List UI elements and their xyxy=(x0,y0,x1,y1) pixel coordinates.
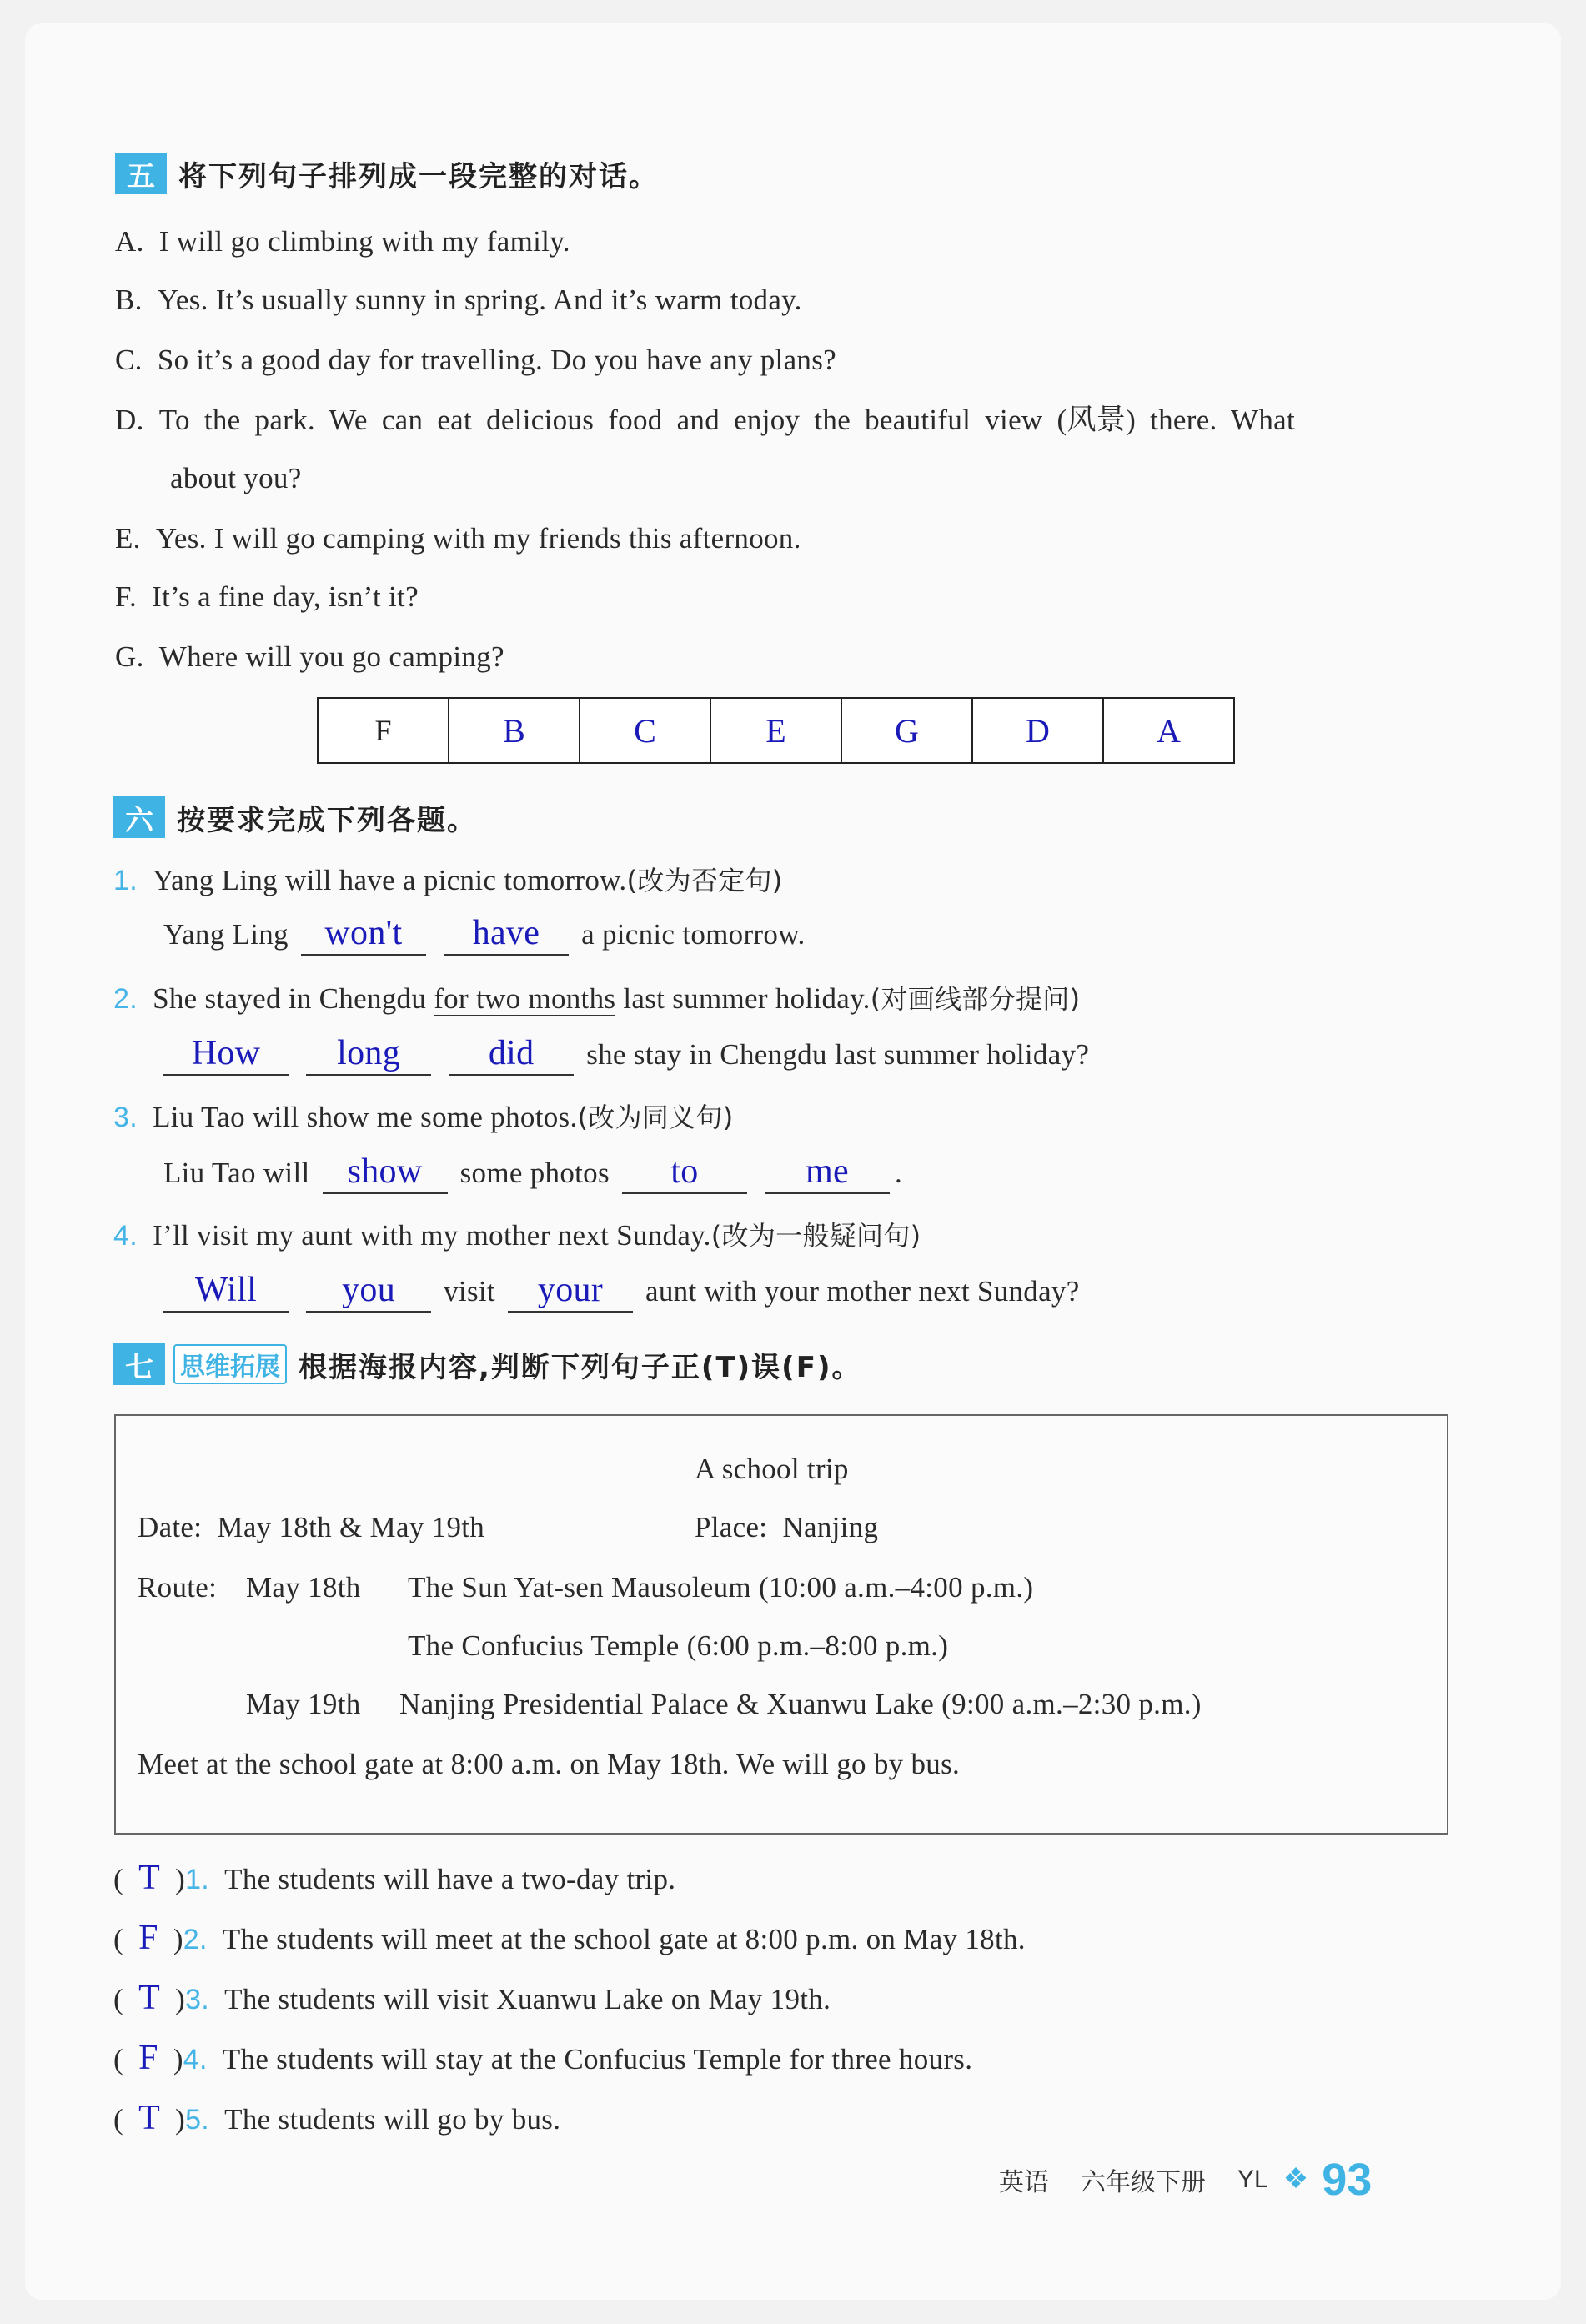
page-number: 93 xyxy=(1322,2155,1373,2205)
option-e: E. Yes. I will go camping with my friends this afternoon. xyxy=(115,522,801,555)
poster-route-label: Route: xyxy=(138,1571,218,1604)
question-2-answer-line: How long did she stay in Chengdu last summer holiday? xyxy=(158,1032,1089,1076)
order-cell-1: F xyxy=(318,698,449,763)
q3-blank-1[interactable]: show xyxy=(323,1151,448,1194)
section-6-badge: 六 xyxy=(113,796,165,838)
section-5-badge: 五 xyxy=(115,153,167,194)
question-1: 1. Yang Ling will have a picnic tomorrow.(改为否定句) xyxy=(113,864,783,896)
poster-title: A school trip xyxy=(695,1453,849,1485)
section-5-header xyxy=(115,152,659,195)
option-a: A. I will go climbing with my family. xyxy=(115,225,570,258)
judgement-1-answer[interactable]: T xyxy=(138,1859,161,1897)
q4-blank-2[interactable]: you xyxy=(306,1269,431,1313)
page-footer xyxy=(999,2154,1372,2206)
question-4: 4. I’ll visit my aunt with my mother next Sunday.(改为一般疑问句) xyxy=(113,1219,921,1252)
judgement-4-answer[interactable]: F xyxy=(138,2039,158,2077)
poster-day1-item2: The Confucius Temple (6:00 p.m.–8:00 p.m.) xyxy=(408,1629,949,1662)
question-3: 3. Liu Tao will show me some photos.(改为同义句) xyxy=(113,1101,734,1133)
footer-grade: 六年级下册 xyxy=(1081,2168,1206,2197)
order-cell-3[interactable]: C xyxy=(580,698,710,763)
poster-date: Date: May 18th & May 19th xyxy=(138,1511,485,1543)
footer-subject: 英语 xyxy=(999,2168,1049,2197)
option-d-continued: about you? xyxy=(170,462,302,494)
judgement-2-answer[interactable]: F xyxy=(138,1919,158,1957)
option-g: G. Where will you go camping? xyxy=(115,640,504,673)
q2-blank-1[interactable]: How xyxy=(163,1032,289,1076)
judgement-1: ( T )1. The students will have a two-day trip. xyxy=(113,1859,676,1897)
q4-blank-1[interactable]: Will xyxy=(163,1269,289,1313)
judgement-3-answer[interactable]: T xyxy=(138,1979,161,2017)
order-answer-table xyxy=(317,697,1235,764)
option-c: C. So it’s a good day for travelling. Do you have any plans? xyxy=(115,344,836,376)
question-3-answer-line: Liu Tao will show some photos to me . xyxy=(163,1151,902,1194)
judgement-5-answer[interactable]: T xyxy=(138,2099,161,2137)
order-cell-4[interactable]: E xyxy=(710,698,841,763)
q4-blank-3[interactable]: your xyxy=(508,1269,633,1313)
poster-day2-item1: Nanjing Presidential Palace & Xuanwu Lake (9:00 a.m.–2:30 p.m.) xyxy=(399,1688,1202,1720)
judgement-2: ( F )2. The students will meet at the school gate at 8:00 p.m. on May 18th. xyxy=(113,1919,1026,1957)
q2-blank-3[interactable]: did xyxy=(449,1032,574,1076)
order-cell-2[interactable]: B xyxy=(449,698,580,763)
poster-meet: Meet at the school gate at 8:00 a.m. on May 18th. We will go by bus. xyxy=(138,1748,961,1780)
poster-day1: May 18th xyxy=(246,1571,361,1604)
option-b: B. Yes. It’s usually sunny in spring. And it’s warm today. xyxy=(115,284,802,316)
judgement-5: ( T )5. The students will go by bus. xyxy=(113,2099,561,2137)
section-7-title: 根据海报内容,判断下列句子正(T)误(F)。 xyxy=(299,1350,862,1384)
question-1-answer-line: Yang Ling won't have a picnic tomorrow. xyxy=(163,912,806,956)
q3-blank-2[interactable]: to xyxy=(622,1151,747,1194)
poster-place: Place: Nanjing xyxy=(695,1511,879,1543)
order-cell-5[interactable]: G xyxy=(841,698,972,763)
option-f: F. It’s a fine day, isn’t it? xyxy=(115,580,419,613)
footer-edition: YL xyxy=(1237,2166,1268,2193)
order-cell-6[interactable]: D xyxy=(972,698,1103,763)
poster-day2: May 19th xyxy=(246,1688,361,1720)
school-trip-poster xyxy=(114,1414,1448,1835)
section-6-header xyxy=(113,796,477,839)
question-2: 2. She stayed in Chengdu for two months last summer holiday.(对画线部分提问) xyxy=(113,982,1081,1015)
question-4-answer-line: Will you visit your aunt with your mother next Sunday? xyxy=(158,1269,1080,1313)
diamond-icon: ❖ xyxy=(1282,2164,1309,2195)
underlined-phrase: for two months xyxy=(434,982,616,1015)
judgement-4: ( F )4. The students will stay at the Confucius Temple for three hours. xyxy=(113,2039,973,2077)
section-7-header xyxy=(113,1343,862,1386)
section-7-tag: 思维拓展 xyxy=(173,1344,287,1384)
q1-blank-1[interactable]: won't xyxy=(301,912,426,956)
order-cell-7[interactable]: A xyxy=(1103,698,1234,763)
section-5-title: 将下列句子排列成一段完整的对话。 xyxy=(178,159,659,193)
section-7-badge: 七 xyxy=(113,1343,165,1385)
poster-day1-item1: The Sun Yat-sen Mausoleum (10:00 a.m.–4:00 p.m.) xyxy=(408,1571,1034,1604)
section-6-title: 按要求完成下列各题。 xyxy=(177,803,477,837)
q2-blank-2[interactable]: long xyxy=(306,1032,431,1076)
option-d: D. To the park. We can eat delicious food and enjoy the beautiful view (风景) there. What xyxy=(115,404,1296,436)
q1-blank-2[interactable]: have xyxy=(444,912,569,956)
judgement-3: ( T )3. The students will visit Xuanwu Lake on May 19th. xyxy=(113,1979,831,2017)
q3-blank-3[interactable]: me xyxy=(765,1151,890,1194)
